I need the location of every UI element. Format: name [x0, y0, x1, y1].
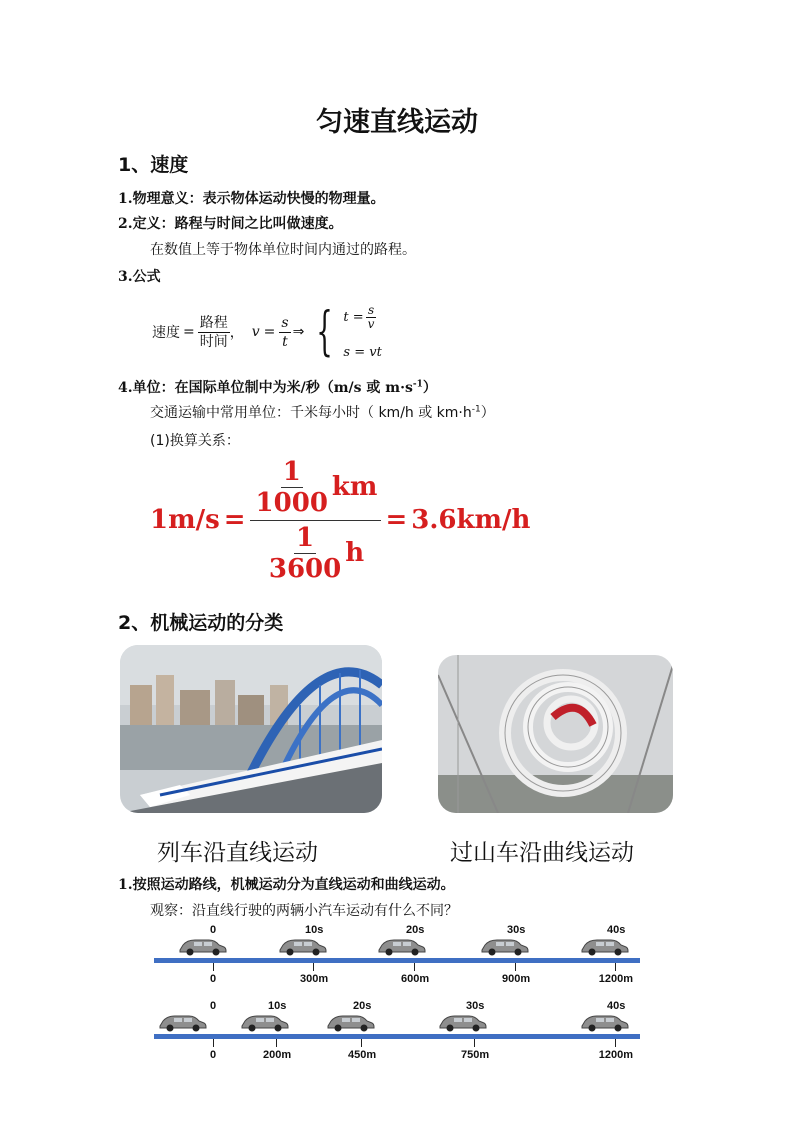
page-title: 匀速直线运动 [316, 107, 478, 138]
traffic-sup: -1 [471, 404, 481, 415]
car-icon [479, 937, 529, 961]
distance-tick [615, 963, 616, 971]
time-label: 10s [268, 1000, 287, 1012]
formula-lhs: 速度 [152, 325, 180, 341]
car-icon [376, 937, 426, 961]
train-illustration [120, 645, 382, 813]
formula-t: t [282, 333, 288, 350]
conv-top-den: 1000 [255, 487, 328, 518]
formula-arrow: ⇒ [292, 324, 305, 340]
section-heading-speed: 1、速度 [118, 154, 189, 176]
car-icon [325, 1013, 375, 1037]
conv-big-fraction [250, 457, 382, 584]
time-label: 10s [305, 924, 324, 936]
section-heading-classification: 2、机械运动的分类 [118, 612, 284, 634]
para-physical-meaning: 1.物理意义：表示物体运动快慢的物理量。 [118, 191, 385, 207]
conv-result: 3.6km/h [411, 505, 531, 535]
time-label: 20s [353, 1000, 372, 1012]
conv-top-unit: km [331, 472, 378, 502]
distance-label: 200m [263, 1049, 292, 1061]
conversion-formula [150, 455, 530, 585]
distance-tick [213, 1039, 214, 1047]
formula-eq: = [183, 324, 195, 340]
para-observe: 观察：沿直线行驶的两辆小汽车运动有什么不同？ [150, 903, 458, 919]
distance-tick [313, 963, 314, 971]
distance-label: 750m [461, 1049, 490, 1061]
distance-tick [615, 1039, 616, 1047]
distance-label: 1200m [598, 973, 634, 985]
case1-num: s [367, 303, 375, 317]
case1-fraction [366, 304, 377, 331]
time-label: 40s [607, 1000, 626, 1012]
formula-s: s [281, 314, 289, 331]
distance-label: 900m [502, 973, 531, 985]
roller-coaster-illustration [438, 655, 673, 813]
formula-eq2: = [263, 324, 276, 340]
formula-word-numerator: 路程 [199, 314, 228, 331]
train-photo [120, 645, 382, 813]
time-label: 20s [406, 924, 425, 936]
units-prefix: 4.单位：在国际单位制中为米/秒（m/s 或 m·s [118, 380, 413, 396]
car-icon [157, 1013, 207, 1037]
conv-top-num: 1 [282, 456, 301, 487]
case2: s = vt [343, 345, 382, 360]
para-definition-note: 在数值上等于物体单位时间内通过的路程。 [150, 242, 416, 258]
distance-label: 300m [300, 973, 329, 985]
distance-tick [515, 963, 516, 971]
track-line-2 [154, 1034, 640, 1039]
distance-tick [213, 963, 214, 971]
para-formula-heading: 3.公式 [118, 269, 161, 285]
roller-coaster-photo [438, 655, 673, 813]
formula-brace: { [316, 302, 334, 362]
distance-label: 600m [401, 973, 430, 985]
distance-tick [361, 1039, 362, 1047]
formula-word-fraction [198, 314, 230, 351]
formula-word-denominator: 时间 [199, 333, 228, 350]
formula-comma: ， [229, 325, 244, 341]
conv-top-fraction [254, 457, 330, 518]
time-label: 40s [607, 924, 626, 936]
traffic-prefix: 交通运输中常用单位：千米每小时（ km/h 或 km·h [150, 405, 472, 421]
car-icon [579, 937, 629, 961]
distance-label: 1200m [598, 1049, 634, 1061]
time-label: 0 [210, 924, 217, 936]
caption-roller-coaster: 过山车沿曲线运动 [450, 840, 634, 866]
formula-st-fraction [279, 314, 290, 351]
distance-label: 0 [210, 1049, 217, 1061]
conv-bot-den: 3600 [268, 553, 342, 584]
speed-formula [152, 302, 382, 362]
distance-label: 450m [348, 1049, 377, 1061]
car-icon [437, 1013, 487, 1037]
case1-den: v [367, 317, 375, 331]
para-units [118, 377, 437, 397]
para-traffic-units [150, 402, 495, 422]
para-motion-path: 1.按照运动路线，机械运动分为直线运动和曲线运动。 [118, 877, 455, 893]
conversion-label: (1)换算关系： [150, 433, 240, 449]
conv-bot-num: 1 [296, 522, 315, 553]
distance-tick [474, 1039, 475, 1047]
conv-lhs: 1m/s [150, 505, 220, 535]
formula-cases [343, 304, 381, 360]
car-icon [277, 937, 327, 961]
car-icon [579, 1013, 629, 1037]
conv-eq2: = [385, 505, 408, 535]
distance-tick [276, 1039, 277, 1047]
car-icon [239, 1013, 289, 1037]
case1-lhs: t = [343, 310, 364, 325]
caption-train: 列车沿直线运动 [157, 840, 318, 866]
conv-bottom-fraction [267, 523, 343, 584]
time-label: 30s [466, 1000, 485, 1012]
distance-label: 0 [210, 973, 217, 985]
conv-bot-unit: h [345, 538, 365, 568]
time-label: 30s [507, 924, 526, 936]
units-sup: -1 [412, 379, 423, 390]
para-definition: 2.定义：路程与时间之比叫做速度。 [118, 216, 343, 232]
distance-tick [414, 963, 415, 971]
formula-v: v [251, 324, 260, 340]
traffic-suffix: ） [480, 405, 495, 421]
units-suffix: ） [422, 380, 437, 396]
conv-eq: = [223, 505, 246, 535]
time-label: 0 [210, 1000, 217, 1012]
car-icon [177, 937, 227, 961]
